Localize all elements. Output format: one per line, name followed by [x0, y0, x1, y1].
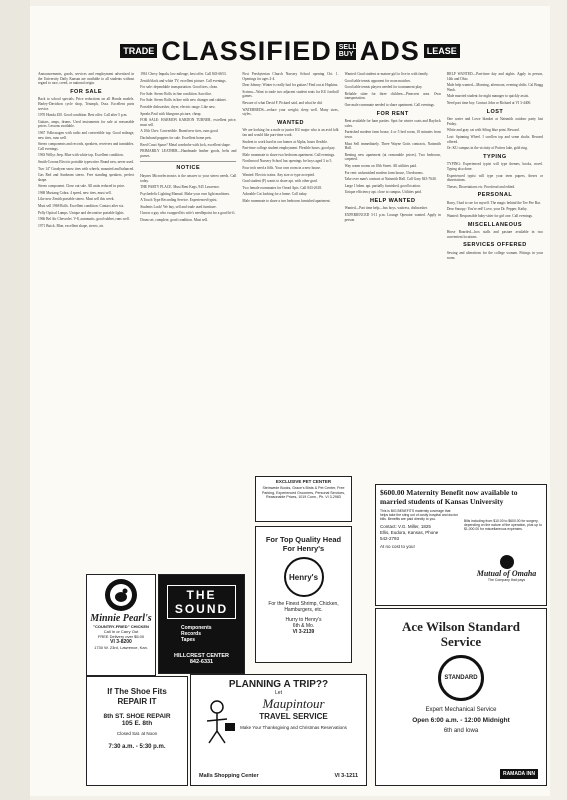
- listing: Beware of what David F. Pickard said, and what he did.: [242, 100, 323, 105]
- listing: Gas Red and Sunbeam stereo. Free standing speakers, perfect shape.: [38, 173, 135, 182]
- indian-head-icon: [500, 555, 514, 569]
- ad-minnie-name: Minnie Pearl's: [90, 613, 152, 624]
- ad-henrys-headline: For Top Quality Head For Henry's: [265, 535, 342, 553]
- listing: Zenith black and white TV, excellent picture. Call evenings.: [140, 78, 227, 83]
- ad-sound-store: HILLCREST CENTER: [174, 653, 229, 659]
- ad-henrys-where: 6th & Mo.: [292, 623, 315, 629]
- listing: FOR SALE: HARMON KARDON TURNER, excellent price, must sell.: [140, 118, 237, 127]
- ad-ace-logo: [438, 655, 484, 701]
- ad-mutual-sub: The Company that pays: [487, 578, 526, 582]
- ad-planning-headline: PLANNING A TRIP??: [228, 679, 329, 690]
- ad-planning-let: Let: [275, 690, 282, 696]
- classified-banner: [30, 36, 550, 66]
- listing: Must sell 1968 Rolls. Excellent condition. Contact after six.: [38, 204, 125, 209]
- listing: White and gray cat with Siling blue print. Reward.: [446, 128, 520, 133]
- listing: Grad student (F) wants to share apt. with other grad.: [242, 179, 318, 184]
- listing: PRIMARILY LEATHER—Handmade leather goods, belts and purses.: [140, 149, 237, 158]
- banner-title-classified: CLASSIFIED: [161, 35, 332, 66]
- ad-maternity-contact: Contact: V.G. Miller, 1825 Ellis, Eudora, Kansas, Phone 542-2793: [380, 523, 439, 541]
- listing: One male roommate needed to share apartment. Call evenings.: [344, 102, 435, 107]
- section-head-personal: PERSONAL: [477, 192, 513, 199]
- listing: THE PARTY PLACE. Must Rent Kegs, 945 Lawrence.: [140, 185, 220, 190]
- listing: Pelly Optical Lamps. Unique and decorative portable lights.: [38, 210, 125, 215]
- ad-henrys-body: For the Finest Shrimp, Chicken, Hamburgers, etc.: [268, 601, 339, 613]
- section-head-notice: NOTICE: [176, 165, 201, 172]
- listing: Sewing and alterations for the college woman. Fittings in your room.: [446, 251, 544, 260]
- newspaper-page: [30, 6, 550, 796]
- listing: Guitars, amps, drums. Used instruments for sale at reasonable prices. Lessons available.: [38, 119, 135, 129]
- listing: Four tech need a fifth. Your own room in a new house.: [242, 165, 321, 170]
- ad-shoe-hours: 7:30 a.m. - 5:30 p.m.: [108, 744, 166, 750]
- section-head-help-wanted: HELP WANTED: [369, 197, 416, 204]
- listing: 1966 Bel Air Chevrolet. V-8, automatic, good rubber, runs well.: [38, 217, 130, 222]
- ad-ace-line1: Expert Mechanical Service: [425, 707, 497, 713]
- ad-exclusive-pet-center: [255, 476, 352, 522]
- listing: 1967 Volkswagen with radio and convertible top. Good mileage, new tires, runs well.: [38, 130, 135, 140]
- listing: Rent available for barn parties. Spot for winter coats and Baylock cafes.: [344, 119, 441, 128]
- listing: 1968 Mustang Cobra. 4 speed, new tires, must sell.: [38, 190, 112, 195]
- ad-exclusive-body: Steinwede Books, Grace's Birds & Pet Center, Free Parking, Experienced Groomers, Personal Services, Reasonable Prices, 1019 Conn., Ph. VI 3-2983: [261, 486, 346, 499]
- listing: Unique efficiency apt. close to campus. Utilities paid.: [344, 190, 422, 195]
- listing: Male help wanted—Morning, afternoon, evening shifts. Cal Bragg Wash.: [446, 83, 544, 92]
- listing: Drum set, complete, good condition. Must sell.: [140, 218, 208, 223]
- listing: Furnished modern farm house, 4 or 5 bed room, 10 minutes from town.: [344, 130, 441, 139]
- ad-planning-phone: VI 3-1211: [334, 773, 358, 779]
- chicken-logo-icon: [87, 575, 155, 613]
- ad-henrys-logo: [284, 557, 324, 597]
- listing: Scrima—Want to trade two adjacent student seats for KU football games.: [242, 89, 339, 99]
- ad-shoe-headline: If The Shoe Fits REPAIR IT: [107, 687, 167, 706]
- ad-shoe-name: 8th ST. SHOE REPAIR: [103, 713, 171, 720]
- listing: Stereo component. Close out sale. All units reduced in price.: [38, 184, 126, 189]
- listing: Dear Snoopy: You're red! Love, your Dr. Pepper, Kathy.: [446, 207, 528, 212]
- ad-ace-line3: 6th and Iowa: [443, 728, 479, 734]
- ad-mutual-name: Mutual of Omaha: [476, 569, 537, 578]
- listing: Good table tennis players needed for tournament play.: [344, 85, 423, 90]
- ad-sound-item: Records: [181, 631, 202, 637]
- listing: Wanted: Responsible baby-sitter for girl one. Call evenings.: [446, 214, 533, 219]
- listing: Adorable Cat looking for a home. Call today.: [242, 192, 308, 197]
- ad-ace-line2: Open 6:00 a.m. - 12:00 Midnight: [412, 717, 510, 724]
- banner-chip-lease: LEASE: [424, 44, 460, 58]
- ad-sound-item: Components: [181, 625, 212, 631]
- classified-columns: [38, 72, 543, 262]
- section-head-for-rent: FOR RENT: [376, 110, 409, 117]
- ad-henrys: [255, 526, 352, 663]
- section-head-lost: LOST: [486, 108, 504, 115]
- ad-ace-title: Ace Wilson Standard Service: [402, 619, 520, 649]
- column-intro: Announcements, goods, services and employment advertised in the University Daily Kansan are available to all students without regard to race, creed, or national origin.: [38, 72, 135, 86]
- travel-figure-icon: [197, 697, 237, 747]
- ad-ace-wilson: [375, 608, 547, 786]
- ad-sound-phone: 842-6331: [189, 659, 214, 665]
- listing: Male roommate to share two bedroom apartment. Call evenings.: [242, 152, 336, 157]
- ad-minnie-phone: VI 3-8200: [110, 639, 132, 645]
- ad-planning-brand: Maupintour: [262, 696, 325, 711]
- ad-sound-word: THE SOUND: [167, 585, 236, 619]
- listing: Two female roommates for Oread Apts. Call 843-2618.: [242, 185, 322, 190]
- ad-maternity-headline: $600.00 Maternity Benefit now available to married students of Kansas University: [380, 488, 518, 506]
- ad-shoe-closed: Closed Sat. at Noon: [116, 731, 158, 736]
- column-1: [38, 72, 134, 262]
- section-head-services-offered: SERVICES OFFERED: [463, 242, 527, 249]
- listing: For sale: dependable transportation. Good tires, clean.: [140, 85, 218, 90]
- listing: Back to school specials. Price reductions on all Honda models. Harley-Davidson cycle shop, Triumph, Ossa. Excellent parts service.: [38, 97, 135, 111]
- page-binding-margin: [0, 0, 30, 800]
- listing: 1963 Willys Jeep. Blue with white top. Excellent condition.: [38, 153, 124, 158]
- ad-minnie-line1: Call In or Carry Out: [103, 629, 139, 634]
- ad-maternity-benefit: [375, 484, 547, 606]
- ad-planning-tag: Make Your Thanksgiving and Christmas Reservations: [240, 725, 347, 730]
- ad-shoe-repair: [86, 676, 188, 786]
- ad-ace-badge: RAMADA INN: [500, 769, 538, 779]
- divider: [140, 161, 236, 162]
- ad-maternity-body: This is BIG BENEFITS maternity coverage that helps take the sting out of costly hospital and doctor bills. Benefits are paid directly to you.: [380, 509, 458, 522]
- ad-henrys-phone: VI 3-2139: [292, 629, 315, 635]
- column-5: [447, 72, 543, 262]
- section-head-typing: TYPING: [483, 153, 507, 160]
- listing: Wanted—Part time help—bus boys, waitress, dishwasher.: [344, 206, 428, 211]
- listing: Must Sell immediately. Three Wayne Gotts contracts, Naismith Hall.: [344, 141, 441, 151]
- listing: Barry, I had to see for myself. The magic behind the Tee Pee Bar.: [446, 200, 541, 205]
- ad-mutual-logo: [474, 555, 539, 582]
- listing: Northwood Nursery School has openings for boys aged 3 to 5.: [242, 159, 333, 164]
- column-2: [140, 72, 236, 262]
- ad-minnie-address: 1730 W. 23rd, Lawrence, Kan.: [94, 645, 148, 650]
- listing: Reed Court Space? Metal wardrobe with lock, excellent shape.: [140, 142, 231, 147]
- listing: Smith-Corona Electric portable typewriter. Brand new, never used.: [38, 159, 134, 164]
- listing: Students Look! We buy, sell and trade used furniture.: [140, 204, 217, 209]
- listing: EXPERIENCED 3-11 p.m. Lounge Operator wanted. Apply in person.: [344, 213, 441, 222]
- ad-exclusive-title: EXCLUSIVE PET CENTER: [275, 479, 332, 484]
- ad-minnie-pearls: [86, 574, 156, 676]
- ad-the-sound: [158, 574, 245, 674]
- ad-maternity-note: At no cost to you!: [380, 543, 415, 549]
- listing: Student to work hard in our homes at Alpha, hours flexible.: [242, 139, 328, 144]
- listing: Way warm rooms on 10th Street. All utilities paid.: [344, 163, 417, 168]
- listing: Experienced typist will type your term papers, theses or dissertations.: [446, 173, 544, 183]
- listing: Psychedelic Lighting Manual. Make your own light machines.: [140, 191, 230, 196]
- listing: Lost: Spinning Wheel. I swollen top and some shafts. Reward offered.: [446, 134, 544, 144]
- ad-shoe-address: 105 E. 8th: [121, 720, 153, 727]
- listing: Like new Zenith portable stereo. Must sell this week.: [38, 197, 115, 202]
- listing: WATERBEDS—reduce your weight; sleep well. Many sizes, styles.: [242, 107, 339, 117]
- banner-title-ads: ADS: [359, 35, 420, 66]
- listing: Wanted: Grad student or mature girl to live in with family.: [344, 72, 429, 76]
- section-head-wanted: WANTED: [277, 119, 304, 126]
- listing: 1961 Chevy Impala, low mileage, best offer. Call 843-6653.: [140, 72, 227, 76]
- ad-planning-service: TRAVEL SERVICE: [259, 712, 328, 721]
- listing: Male roommate to share a two bedroom furnished apartment.: [242, 198, 331, 203]
- listing: Male married student for night manager to quickly assist.: [446, 94, 530, 99]
- banner-chip-trade: TRADE: [120, 44, 157, 58]
- ad-henrys-logo-text: Henry's: [288, 572, 319, 582]
- listing: For Sale: Stereo Rolls in fine condition. Sacrifice.: [140, 91, 212, 96]
- ad-henrys-cta: Hurry to Henry's: [285, 617, 322, 623]
- section-head-miscellaneous: MISCELLANEOUS: [467, 221, 522, 228]
- listing: Dachshund puppies for sale. Excellent home pets.: [140, 135, 212, 140]
- listing: A 10th Chev. Convertible. Brand new tires, runs good.: [140, 129, 219, 134]
- listing: Reliable sitter for three children—Pinecrest area. Own transportation.: [344, 91, 441, 101]
- listing: Good table tennis opponent for noon matches.: [344, 78, 411, 83]
- listing: A Touch Type Recording Service. Experienced typist.: [140, 198, 218, 203]
- listing: 1971 Buick. Blue, excellent shape, stereo, air.: [38, 223, 104, 228]
- standard-logo-text: STANDARD: [444, 675, 478, 681]
- listing: We are looking for a male or junior KU major who is an avid folk fan and would like part-time work.: [242, 128, 339, 137]
- listing: 1970 Honda 450. Good condition. Best offer. Call after 5 p.m.: [38, 113, 128, 118]
- listing: Large 1 bdrm. apt. partially furnished, good location.: [344, 183, 421, 188]
- listing: Renting new apartment (at reasonable prices). Two bedroom, carpeted.: [344, 152, 441, 162]
- listing: For rent: unfurnished modern farm house, 3 bedrooms.: [344, 170, 424, 175]
- ad-maupintour: [190, 674, 367, 786]
- ad-sound-item: Tapes: [181, 637, 196, 643]
- listing: Dear Johnny: Winter is really bad for guitars! Find out at Hopkins.: [242, 83, 339, 88]
- column-3: [242, 72, 338, 262]
- ad-planning-place: Malls Shopping Center: [199, 773, 259, 779]
- listing: Theses, Dissertations etc. Proofread and edited.: [446, 184, 516, 189]
- ad-minnie-sub: "COUNTRY-FRIED" CHICKEN: [93, 624, 149, 629]
- listing: Two 14" Goodyear snow tires with wheels, mounted and balanced.: [38, 166, 135, 171]
- listing: Wanted: Electric trains. Any size or type accepted.: [242, 172, 315, 177]
- ad-minnie-line2: FREE Delivery over $5.00: [97, 634, 145, 639]
- listing: I know a guy who swapped his wife's needlepoint for a good hi-fi.: [140, 211, 236, 216]
- listing: Speaks Paul with bluegrass picture, cheap.: [140, 111, 202, 116]
- listing: Part-time college student employment. Flexible hours, good pay.: [242, 146, 336, 151]
- column-4: [345, 72, 441, 262]
- banner-chip-sell-buy: SELL BUY: [336, 42, 356, 60]
- listing: First Presbyterian Church Nursery School opening Oct. 1. Openings for ages 2-4.: [242, 72, 339, 81]
- listing: Haynes Microelectronics is the answer to your stereo needs. Call today.: [140, 173, 237, 183]
- listing: Need part time boy. Contact John or Richard at VI 3-4400.: [446, 100, 532, 105]
- ad-maternity-side: Bills including from $10.00 to $600.00 for surgery, depending on the nature of the operation, plus up to $1,000.00 for miscellaneous expenses.: [464, 519, 542, 532]
- listing: Take over man's contract at Naismith Hall. Call Gary 843-7640.: [344, 177, 437, 182]
- listing: Or: KU campus in the vicinity of Potters lake, gold ring.: [446, 146, 528, 151]
- listing: HELP WANTED—Part-time day and nights. Apply in person, 14th and Ohio.: [446, 72, 544, 81]
- listing: Horse Boarded—box stalls and pasture available in two convenient locations.: [446, 230, 544, 239]
- section-head-for-sale: FOR SALE: [70, 88, 102, 95]
- listing: One water and Lowe blanket at Naismith outdoor party last Friday.: [446, 117, 544, 126]
- listing: Stereo components and records, speakers, receivers and turntables. Call evenings.: [38, 142, 135, 151]
- listing: TYPING: Experienced typist will type themes, books, novel. Typing also done.: [446, 162, 544, 171]
- listing: For Sale: Stereo Rolls in line with new changer and cabinet.: [140, 98, 227, 103]
- listing: Portable dishwasher, dryer, electric range. Like new.: [140, 104, 216, 109]
